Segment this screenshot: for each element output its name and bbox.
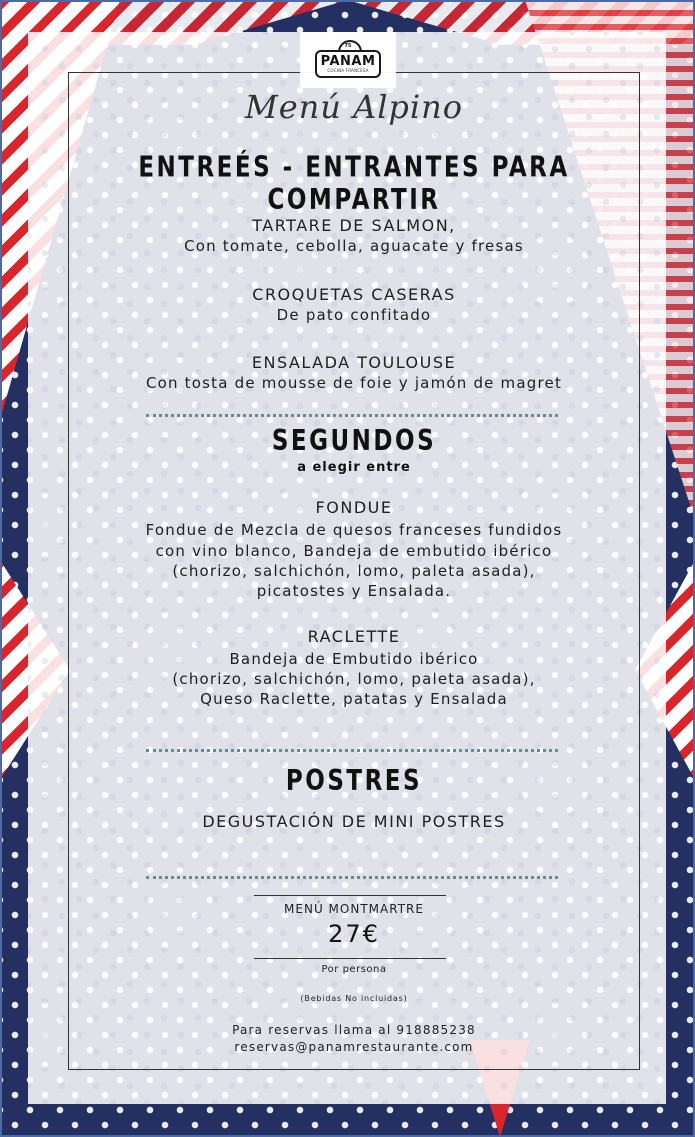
dish-desc-tartare: Con tomate, cebolla, aguacate y fresas <box>184 237 524 255</box>
dish-name-raclette: RACLETTE <box>307 627 401 646</box>
dish-name-ensalada: ENSALADA TOULOUSE <box>251 353 457 372</box>
section-title-segundos: SEGUNDOS <box>271 424 437 458</box>
dish-desc-fondue-line-4: picatostes y Ensalada. <box>256 582 452 600</box>
dish-desc-fondue-line-3: (chorizo, salchichón, lomo, paleta asada), <box>172 562 536 580</box>
dish-name-postres: DEGUSTACIÓN DE MINI POSTRES <box>202 812 506 831</box>
dish-desc-raclette-line-2: (chorizo, salchichón, lomo, paleta asada), <box>172 670 536 688</box>
logo-area <box>300 32 396 88</box>
dotted-divider <box>146 749 558 752</box>
dish-name-fondue: FONDUE <box>315 498 393 517</box>
dish-name-tartare: TARTARE DE SALMON, <box>252 216 456 235</box>
dish-desc-ensalada: Con tosta de mousse de foie y jamón de magret <box>145 374 563 392</box>
dotted-divider <box>146 876 558 879</box>
segundos-subtitle: a elegir entre <box>297 460 411 475</box>
drinks-note: (Bebidas No incluidas) <box>300 994 408 1003</box>
dish-desc-fondue-line-2: con vino blanco, Bandeja de embutido ibérico <box>155 542 553 560</box>
logo-subtitle: COCINA FRANCESA <box>327 68 369 73</box>
dotted-divider <box>146 414 558 417</box>
dish-name-croquetas: CROQUETAS CASERAS <box>252 285 456 304</box>
contact-email: reservas@panamrestaurante.com <box>234 1040 474 1054</box>
price-label: MENÚ MONTMARTRE <box>284 902 424 916</box>
dish-desc-croquetas: De pato confitado <box>276 306 432 324</box>
panam-logo <box>315 43 381 78</box>
contact-phone: Para reservas llama al 918885238 <box>232 1023 476 1037</box>
section-title-postres: POSTRES <box>285 764 423 798</box>
price-value: 27€ <box>328 920 380 948</box>
per-person-label: Por persona <box>321 964 387 975</box>
logo-name: PANAM <box>320 54 376 69</box>
section-title-entrees: ENTREÉS - ENTRANTES PARA COMPARTIR <box>138 151 570 217</box>
dish-desc-raclette-line-1: Bandeja de Embutido ibérico <box>229 650 479 668</box>
dish-desc-raclette-line-3: Queso Raclette, patatas y Ensalada <box>200 690 508 708</box>
menu-title: Menú Alpino <box>244 88 464 126</box>
dish-desc-fondue-line-1: Fondue de Mezcla de quesos franceses fundidos <box>145 521 563 539</box>
logo-number: 75 <box>344 43 352 49</box>
